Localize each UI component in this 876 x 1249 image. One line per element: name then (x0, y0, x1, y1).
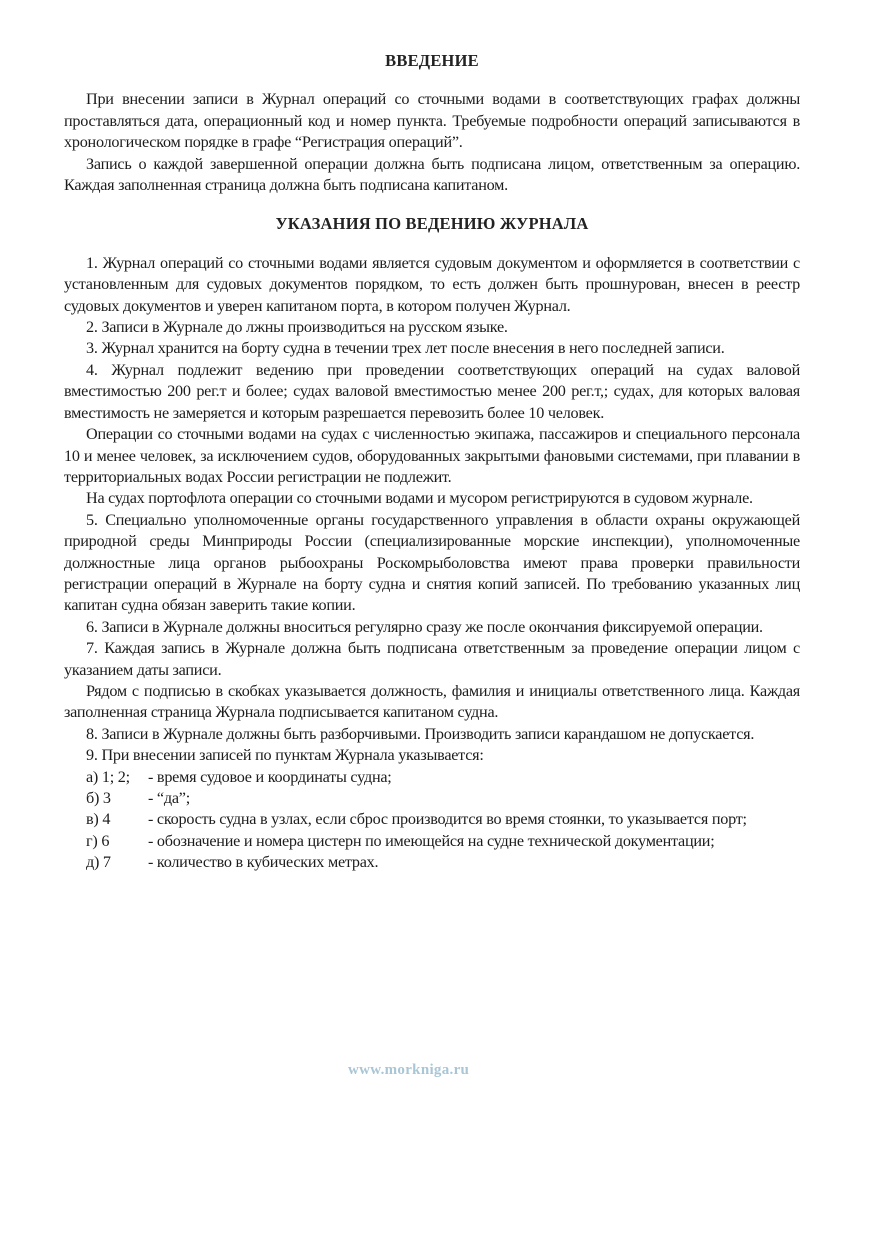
subitem-d (64, 852, 800, 873)
subitem-code: г) 6 (86, 831, 110, 850)
instruction-item-5: 5. Специально уполномоченные органы государственного управления в области охраны окружающей природной среды Минприроды России (специализированные морские инспекции), уполномоченные должностные лица органов рыбоохраны Роскомрыболовства имеют права проверки правильности регистрации операций в Журнале на борту судна и снятия копий записей. По требованию указанных лиц капитан судна обязан заверить такие копии. (64, 510, 800, 615)
subitem-b (64, 788, 800, 809)
subitem-text: - время судовое и координаты судна; (148, 767, 392, 786)
watermark: www.morkniga.ru (348, 1062, 470, 1078)
instruction-item-6: 6. Записи в Журнале должны вноситься регулярно сразу же после окончания фиксируемой операции. (86, 617, 763, 636)
instruction-item-7: 7. Каждая запись в Журнале должна быть подписана ответственным за проведение операции лицом с указанием даты записи. (64, 639, 800, 679)
instruction-item-3: 3. Журнал хранится на борту судна в течении трех лет после внесения в него последней записи. (86, 339, 725, 358)
document-page (64, 48, 800, 874)
subitem-text: - обозначение и номера цистерн по имеющейся на судне технической документации; (148, 831, 715, 850)
subitem-text: - скорость судна в узлах, если сброс производится во время стоянки, то указывается порт; (148, 810, 747, 829)
instruction-item-1: 1. Журнал операций со сточными водами является судовым документом и оформляется в соответствии с установленным для судовых документов порядком, то есть должен быть прошнурован, внесен в реестр судовых документов и уверен капитаном порта, в котором получен Журнал. (64, 253, 800, 315)
instruction-item-9: 9. При внесении записей по пунктам Журнала указывается: (86, 746, 484, 765)
intro-paragraph-2: Запись о каждой завершенной операции должна быть подписана лицом, ответственным за операцию. Каждая заполненная страница должна быть подписана капитаном. (64, 154, 800, 195)
subitem-text: - “да”; (148, 789, 190, 807)
subitem-code: а) 1; 2; (86, 767, 130, 786)
subitem-a (64, 767, 800, 788)
subitem-code: б) 3 (86, 789, 111, 807)
subitem-code: д) 7 (86, 853, 111, 872)
instruction-item-4: 4. Журнал подлежит ведению при проведении соответствующих операций на судах валовой вместимостью 200 рег.т и более; судах валовой вместимостью менее 200 рег.т,; судах, для которых валовая вместимость не замеряется и которым разрешается перевозить более 10 человек. (64, 360, 800, 422)
instruction-item-4-note-1: Операции со сточными водами на судах с численностью экипажа, пассажиров и специального персонала 10 и менее человек, за исключением судов, оборудованных закрытыми фановыми системами, при плавании в территориальных водах России регистрации не подлежит. (64, 425, 800, 486)
subitem-g (64, 831, 800, 852)
intro-paragraph-1: При внесении записи в Журнал операций со сточными водами в соответствующих графах должны проставляться дата, операционный код и номер пункта. Требуемые подробности операций записываются в хронологическом порядке в графе “Регистрация операций”. (64, 90, 800, 152)
instruction-item-4-note-2: На судах портофлота операции со сточными водами и мусором регистрируются в судовом журнале. (86, 489, 753, 508)
subitem-text: - количество в кубических метрах. (148, 853, 379, 872)
subitem-code: в) 4 (86, 810, 111, 829)
instruction-item-8: 8. Записи в Журнале должны быть разборчивыми. Производить записи карандашом не допускается. (86, 724, 755, 743)
subitem-v (64, 809, 800, 830)
instructions-heading: УКАЗАНИЯ ПО ВЕДЕНИЮ ЖУРНАЛА (275, 214, 589, 234)
intro-heading: ВВЕДЕНИЕ (385, 51, 479, 70)
instruction-item-7-note: Рядом с подписью в скобках указывается должность, фамилия и инициалы ответственного лица. Каждая заполненная страница Журнала подписывается капитаном судна. (64, 681, 800, 722)
instruction-item-2: 2. Записи в Журнале до лжны производиться на русском языке. (86, 318, 508, 337)
